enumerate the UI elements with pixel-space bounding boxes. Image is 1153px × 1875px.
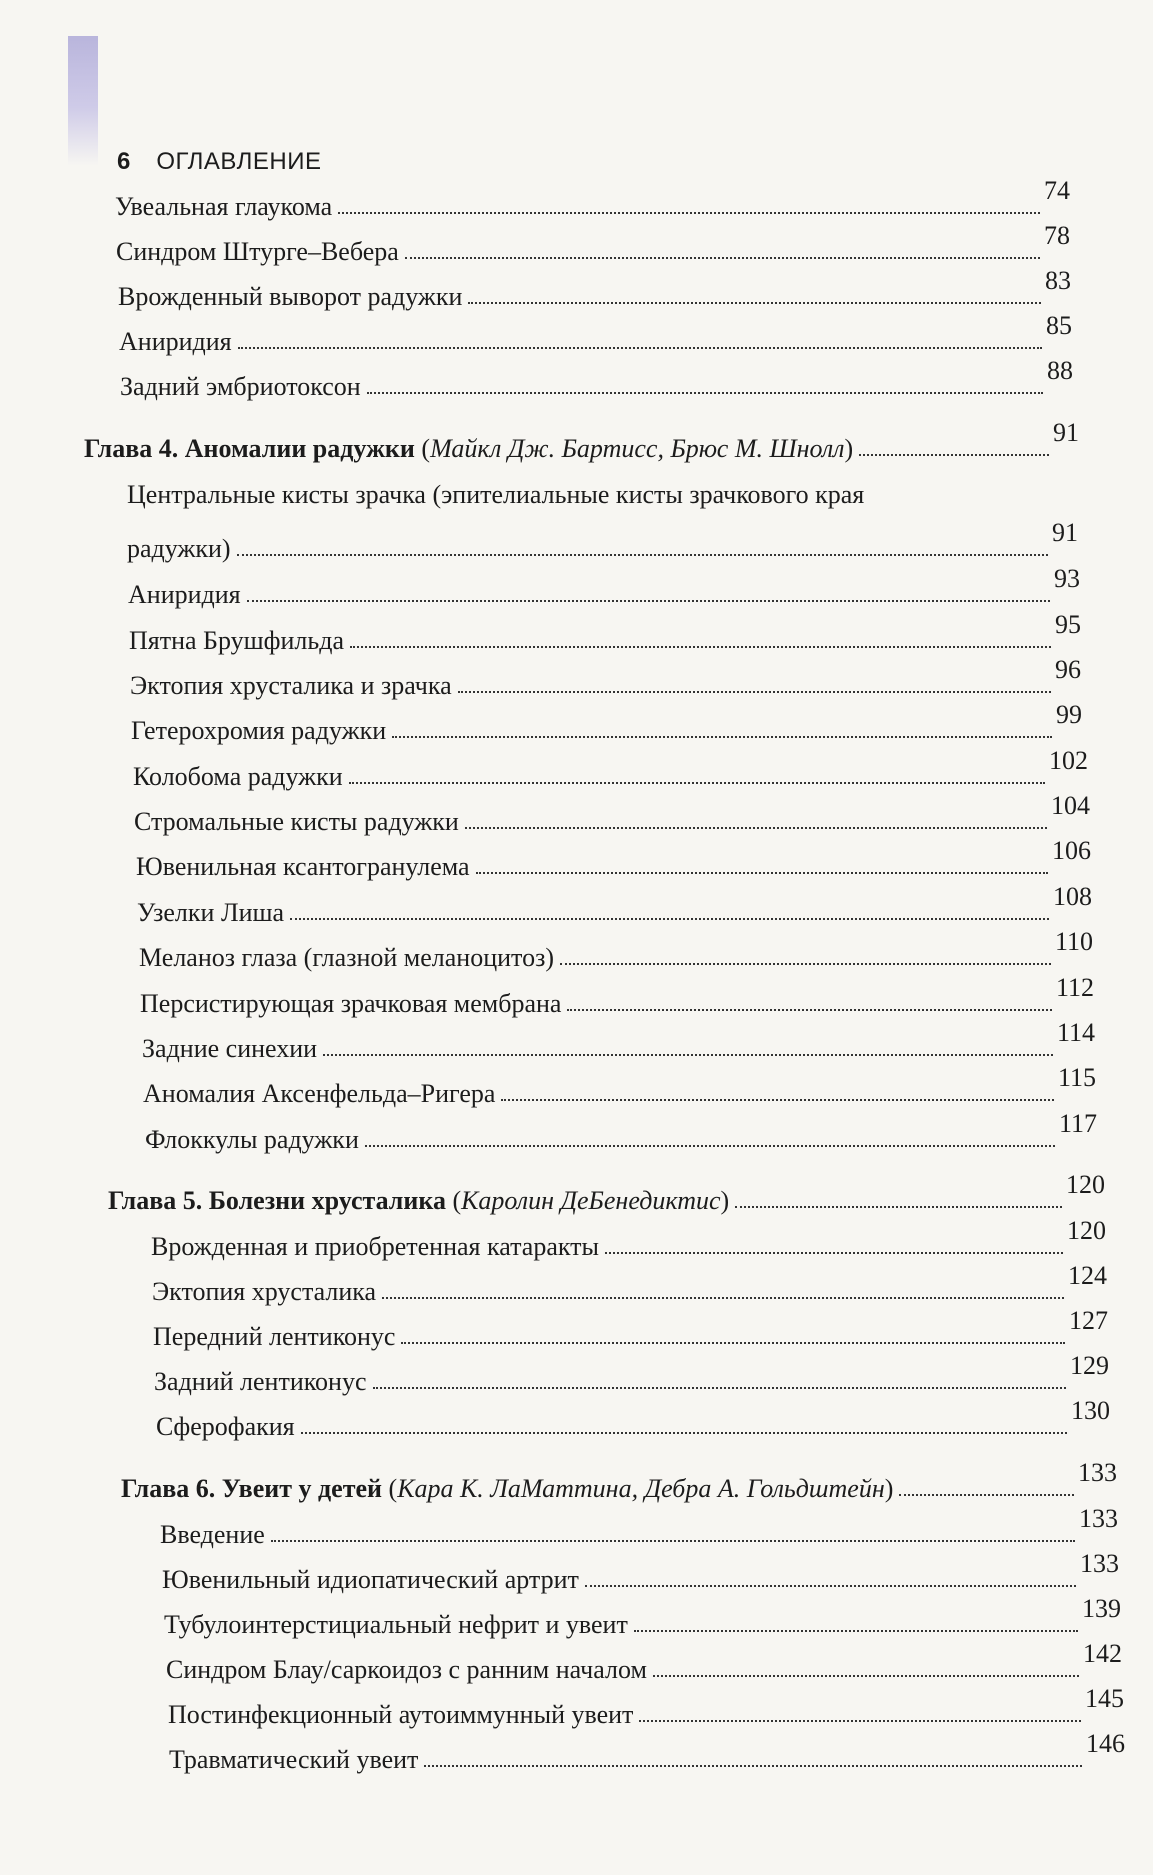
toc-entry-title: Эктопия хрусталика [152,1277,377,1306]
toc-entry-title: Меланоз глаза (глазной меланоцитоз) [139,943,554,972]
toc-entry-page: 114 [1056,1018,1095,1047]
dot-leader [382,1297,1064,1299]
toc-entry-page: 108 [1053,882,1092,911]
chapter-name: Глава 5. Болезни хрусталика [108,1186,446,1215]
toc-entry-title: Синдром Блау/саркоидоз с ранним началом [166,1655,647,1684]
toc-entry [119,313,1072,357]
toc-entry-page: 142 [1083,1639,1122,1668]
toc-entry-page: 117 [1058,1109,1097,1138]
toc-entry [143,1065,1096,1109]
dot-leader [323,1054,1053,1056]
dot-leader [405,257,1040,259]
toc-entry-page: 124 [1068,1261,1107,1290]
toc-entry-page: 120 [1066,1170,1105,1199]
toc-entry [168,1686,1124,1730]
toc-entry-page: 130 [1071,1396,1110,1425]
toc-chapter-title: Глава 5. Болезни хрусталика (Каролин ДеБенедиктис) [108,1186,730,1215]
toc-entry [118,268,1071,312]
dot-leader [899,1494,1074,1496]
toc-entry-title: Синдром Штурге–Вебера [116,237,399,266]
toc-entry-page: 99 [1056,700,1082,729]
toc-entry [129,612,1081,656]
toc-entry-page: 127 [1069,1306,1108,1335]
toc-entry-title: Тубулоинтерстициальный нефрит и увеит [164,1610,628,1639]
toc-entry-page: 78 [1044,221,1070,250]
toc-entry-title: Сферофакия [156,1412,295,1441]
toc-entry-page: 115 [1057,1063,1096,1092]
toc-entry [133,748,1088,792]
toc-entry-title: Врожденная и приобретенная катаракты [151,1232,599,1261]
dot-leader [392,736,1052,738]
dot-leader [585,1585,1076,1587]
dot-leader [465,827,1047,829]
toc-entry-page: 83 [1045,266,1071,295]
toc-entry-title: Пятна Брушфильда [129,626,345,655]
toc-entry [160,1506,1118,1550]
toc-entry-page: 139 [1082,1594,1121,1623]
toc-entry-page: 96 [1055,655,1081,684]
section-title: ОГЛАВЛЕНИЕ [156,148,322,175]
toc-entry-page: 91 [1052,518,1078,547]
dot-leader [365,1145,1055,1147]
chapter-authors: Кара К. ЛаМаттина, Дебра А. Гольдштейн [397,1474,885,1503]
dot-leader [338,212,1040,214]
toc-entry-title: Аниридия [128,580,241,609]
toc-entry-page: 106 [1052,836,1091,865]
toc-entry-page: 146 [1086,1729,1125,1758]
toc-entry-page: 88 [1047,356,1073,385]
toc-entry-title: Увеальная глаукома [115,192,333,221]
toc-entry-page: 93 [1054,564,1080,593]
toc-entry-title: Задние синехии [142,1034,318,1063]
toc-entry-page: 102 [1049,746,1088,775]
dot-leader [301,1432,1067,1434]
page-number: 6 [117,148,131,175]
toc-entry-page: 145 [1085,1684,1124,1713]
toc-entry [137,884,1092,928]
toc-entry [116,223,1070,267]
toc-chapter-4 [84,420,1079,464]
dot-leader [271,1540,1075,1542]
dot-leader [560,963,1051,965]
dot-leader [634,1630,1078,1632]
dot-leader [424,1765,1082,1767]
toc-entry [152,1263,1107,1307]
toc-entry [134,793,1090,837]
toc-entry-title: Травматический увеит [169,1745,419,1774]
toc-entry [115,178,1070,222]
toc-entry-page: 91 [1053,418,1079,447]
toc-entry-title: Персистирующая зрачковая мембрана [140,989,562,1018]
toc-entry-title: Гетерохромия радужки [131,716,387,745]
toc-entry-page: 85 [1046,311,1072,340]
toc-entry [140,975,1094,1019]
toc-entry [130,657,1081,701]
toc-entry-page: 104 [1051,791,1090,820]
dot-leader [605,1252,1063,1254]
dot-leader [290,918,1049,920]
dot-leader [247,600,1050,602]
toc-entry [139,929,1093,973]
toc-entry [166,1641,1122,1685]
toc-entry [136,838,1091,882]
dot-leader [567,1009,1052,1011]
toc-chapter-6 [121,1460,1117,1504]
toc-entry-title: Ювенильная ксантогранулема [136,852,470,881]
toc-entry-page: 133 [1078,1458,1117,1487]
dot-leader [237,554,1048,556]
toc-entry [154,1353,1109,1397]
toc-entry [153,1308,1108,1352]
toc-chapter-5 [108,1172,1105,1216]
toc-entry [151,1218,1106,1262]
toc-entry [162,1551,1119,1595]
toc-entry-title: Введение [160,1520,265,1549]
dot-leader [735,1206,1062,1208]
toc-entry-title: Задний эмбриотоксон [120,372,361,401]
toc-entry [128,566,1080,610]
chapter-name: Глава 6. Увеит у детей [121,1474,383,1503]
dot-leader [859,454,1049,456]
chapter-name: Глава 4. Аномалии радужки [84,434,415,463]
dot-leader [350,646,1051,648]
toc-entry-title: радужки) [127,534,231,563]
dot-leader [401,1342,1065,1344]
dot-leader [238,347,1042,349]
dot-leader [349,782,1045,784]
toc-entry [169,1731,1125,1775]
toc-entry-title: Врожденный выворот радужки [118,282,463,311]
dot-leader [501,1099,1054,1101]
toc-entry-page: 133 [1079,1504,1118,1533]
toc-entry [164,1596,1121,1640]
dot-leader [639,1720,1081,1722]
toc-entry-title: Постинфекционный аутоиммунный увеит [168,1700,634,1729]
toc-entry-title: Ювенильный идиопатический артрит [162,1565,579,1594]
toc-entry-title: Флоккулы радужки [145,1125,359,1154]
dot-leader [468,302,1041,304]
toc-entry-page: 120 [1067,1216,1106,1245]
toc-entry-title: Узелки Лиша [137,898,285,927]
toc-entry-page: 95 [1055,610,1081,639]
toc-entry-title: Аномалия Аксенфельда–Ригера [143,1079,496,1108]
toc-entry-page: 129 [1070,1351,1109,1380]
toc-entry-title: Задний лентиконус [154,1367,367,1396]
toc-entry-page: 74 [1044,176,1070,205]
dot-leader [476,872,1048,874]
toc-entry-page: 110 [1054,927,1093,956]
toc-entry-title: Аниридия [119,327,232,356]
chapter-authors: Каролин ДеБенедиктис [461,1186,721,1215]
toc-entry-title: Эктопия хрусталика и зрачка [130,671,452,700]
toc-entry-page: 112 [1055,973,1094,1002]
dot-leader [367,392,1043,394]
toc-entry-title: Передний лентиконус [153,1322,396,1351]
dot-leader [653,1675,1079,1677]
toc-entry [145,1111,1097,1155]
chapter-authors: Майкл Дж. Бартисс, Брюс М. Шнолл [430,434,845,463]
dot-leader [373,1387,1066,1389]
toc-entry-page: 133 [1080,1549,1119,1578]
toc-entry [156,1398,1110,1442]
toc-entry [120,358,1073,402]
dot-leader [458,691,1051,693]
toc-chapter-title: Глава 4. Аномалии радужки (Майкл Дж. Бартисс, Брюс М. Шнолл) [84,434,854,463]
toc-chapter-title: Глава 6. Увеит у детей (Кара К. ЛаМаттина, Дебра А. Гольдштейн) [121,1474,894,1503]
toc-entry-title-line1: Центральные кисты зрачка (эпителиальные кисты зрачкового края [127,480,865,509]
toc-entry [131,702,1082,746]
toc-entry [127,480,1078,564]
toc-entry-title: Колобома радужки [133,762,343,791]
toc-entry [142,1020,1095,1064]
toc-entry-title: Стромальные кисты радужки [134,807,459,836]
